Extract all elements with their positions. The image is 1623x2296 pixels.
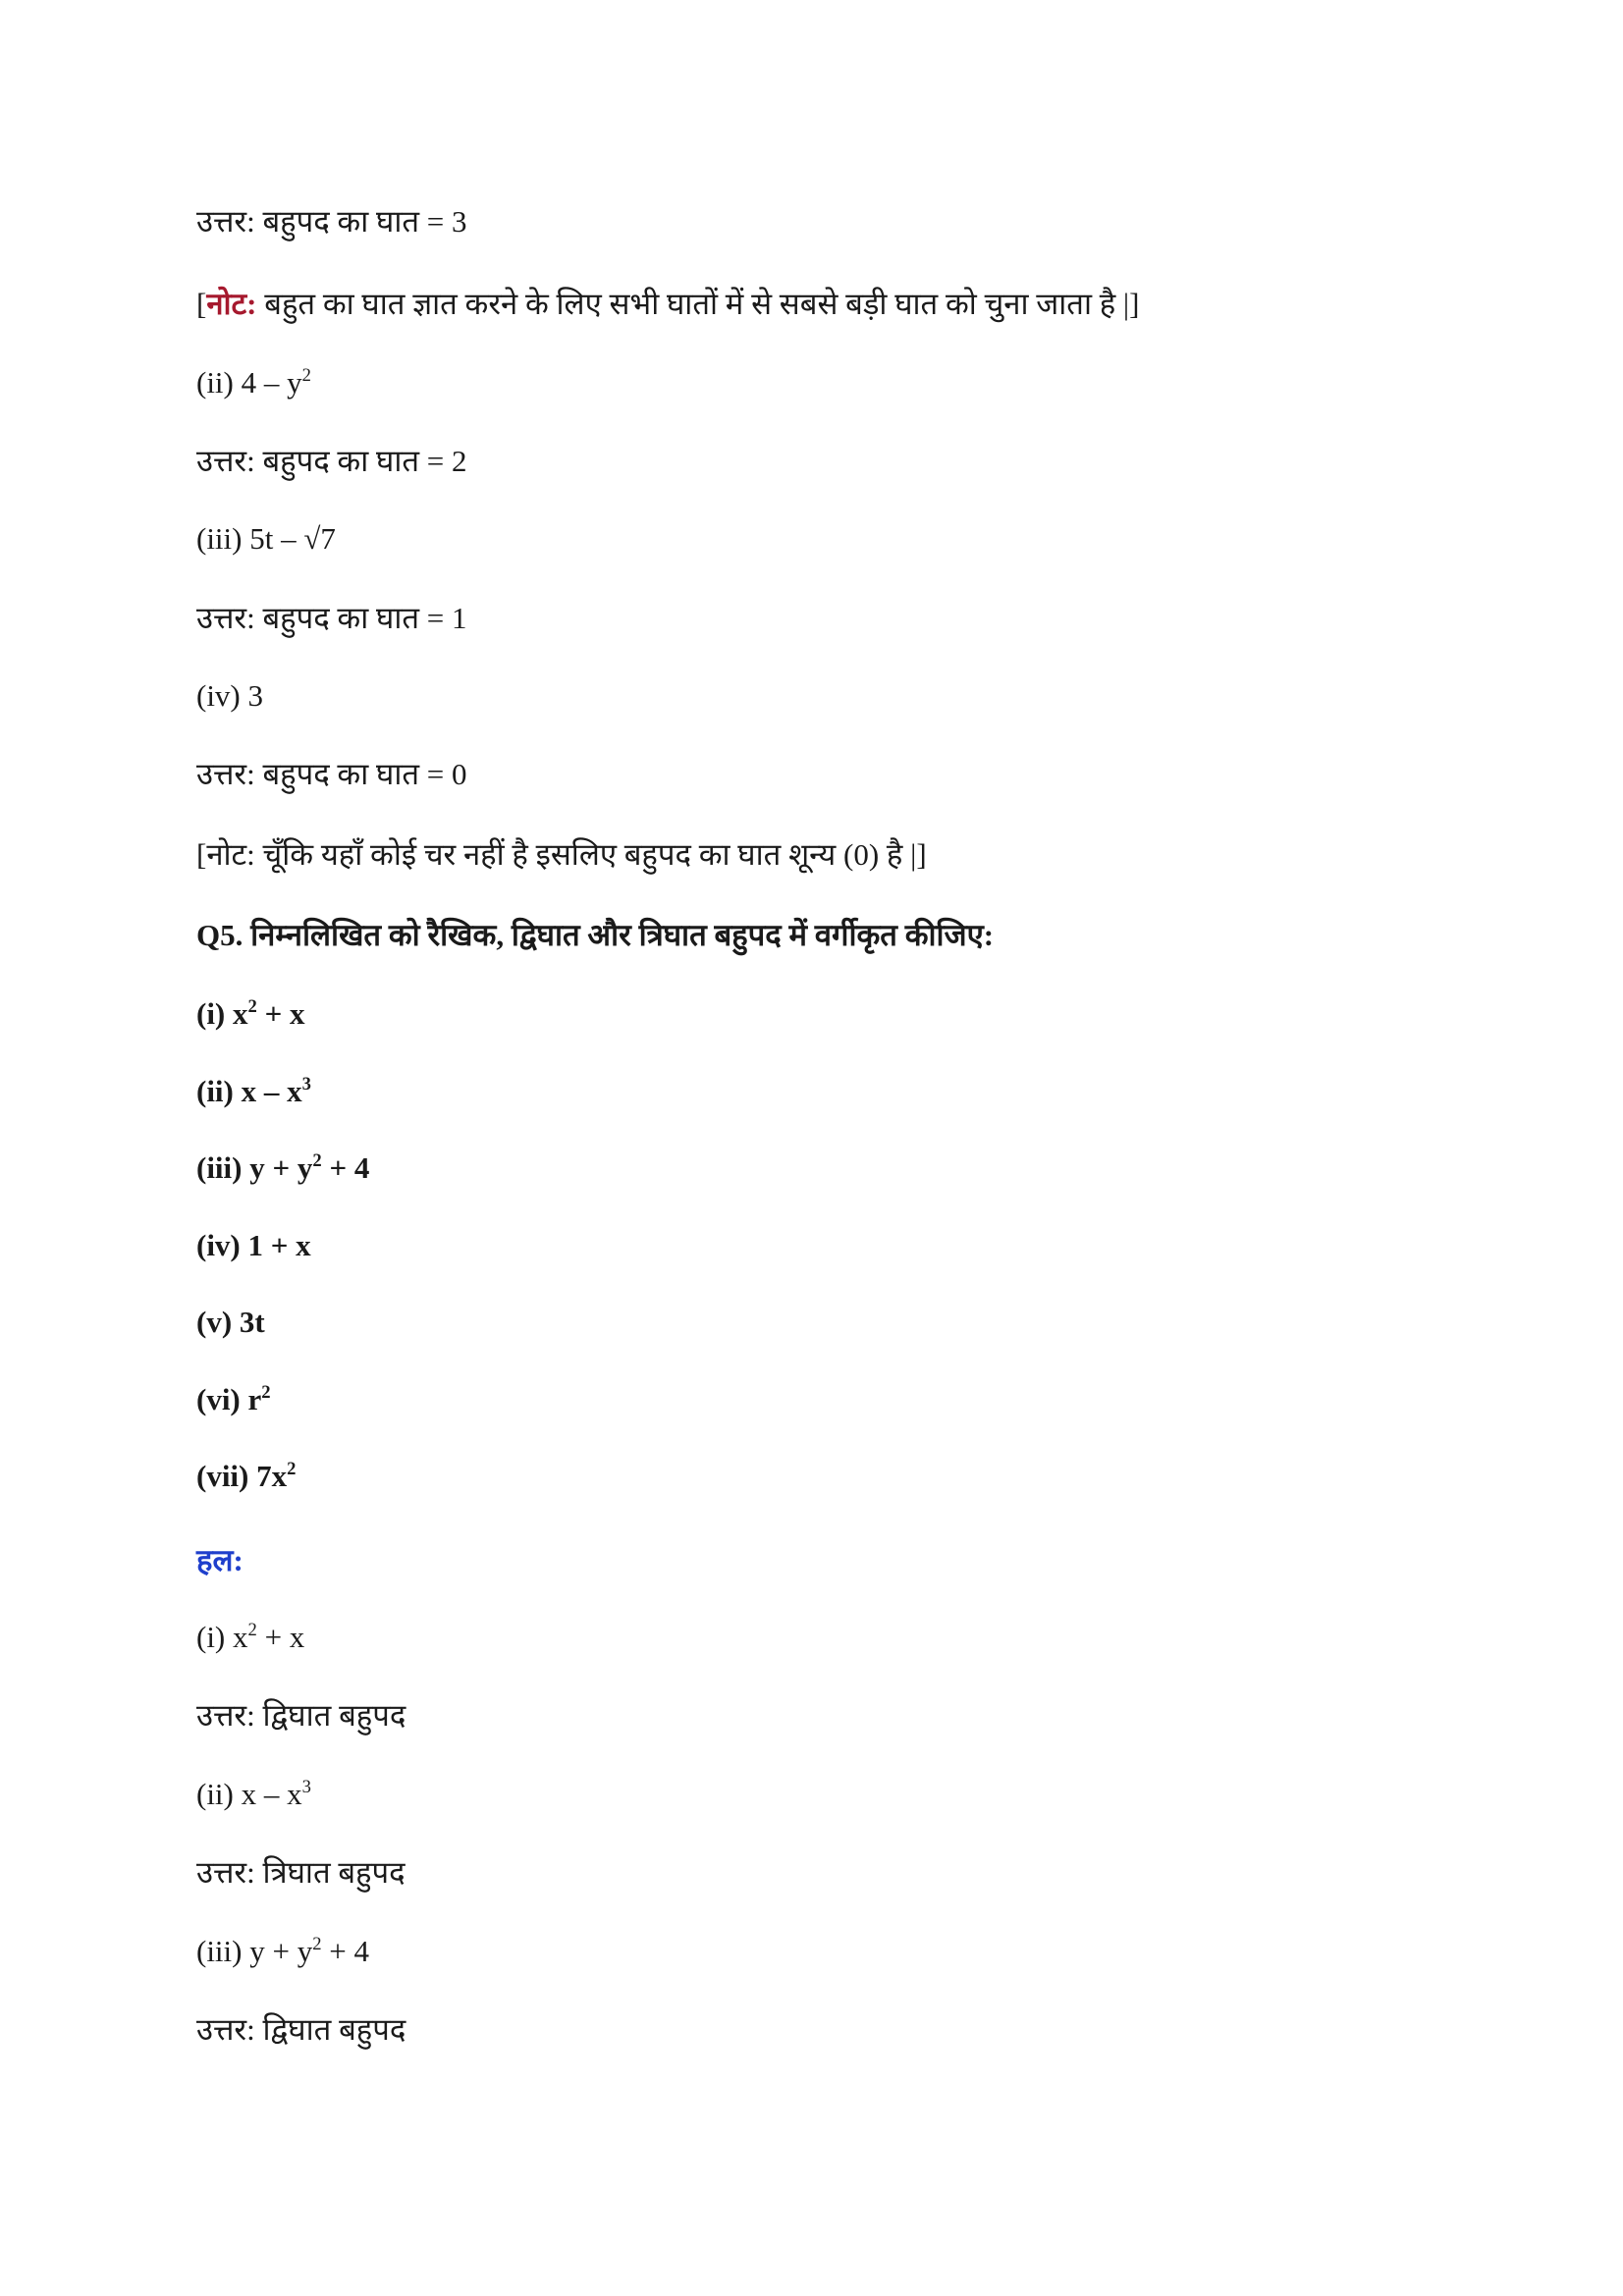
solution-row [196,2010,406,2050]
part-iv-expression: (iv) 3 [196,678,264,713]
row-text: उत्तर: त्रिघात बहुपद [196,1855,406,1890]
solution-heading: हल: [196,1543,243,1577]
part-ii-expression [196,363,311,402]
row-text-tail: + 4 [321,1934,369,1968]
question-item [196,1303,265,1342]
question-item [196,1226,311,1265]
exponent: 3 [301,1073,311,1095]
row-text: (vi) r [196,1381,262,1416]
solution-row [196,1696,406,1735]
row-text-tail: + x [256,996,305,1031]
question-item [196,1148,369,1188]
solution-row [196,1775,311,1814]
row-text: (ii) x – x [196,1073,302,1108]
row-text-tail: + 4 [321,1150,370,1185]
row-text: (i) x [196,996,248,1031]
solution-row [196,1618,304,1657]
question-title: Q5. निम्नलिखित को रैखिक, द्विघात और त्रिघात बहुपद में वर्गीकृत कीजिए: [196,918,995,952]
exponent: 2 [312,1933,322,1954]
note-line: [नोट: चूँकि यहाँ कोई चर नहीं है इसलिए बहुपद का घात शून्य (0) है |] [196,837,927,872]
exponent: 3 [301,1776,311,1797]
exponent: 2 [301,364,311,386]
note-line [196,285,1139,324]
row-text: (iii) y + y [196,1150,313,1185]
answer-line: उत्तर: बहुपद का घात = 2 [196,444,467,478]
note-text: बहुत का घात ज्ञात करने के लिए सभी घातों में से सबसे बड़ी घात को चुना जाता है |] [256,287,1140,321]
row-text: (vii) 7x [196,1459,288,1493]
answer-line: उत्तर: बहुपद का घात = 3 [196,204,467,239]
row-text: (iv) 1 + x [196,1227,311,1262]
row-text: (i) x [196,1620,248,1654]
exponent: 2 [247,995,257,1017]
solution-row [196,1932,369,1971]
question-item [196,1457,296,1496]
exponent: 2 [312,1149,322,1171]
exponent: 2 [287,1458,297,1479]
question-item [196,1380,271,1419]
row-text: उत्तर: द्विघात बहुपद [196,1698,406,1733]
question-item [196,994,304,1034]
row-text: उत्तर: द्विघात बहुपद [196,2012,406,2047]
exponent: 2 [247,1619,257,1640]
exponent: 2 [261,1381,271,1403]
part-iii-expression: (iii) 5t – √7 [196,521,336,556]
answer-line: उत्तर: बहुपद का घात = 0 [196,757,467,791]
row-text-tail: + x [256,1620,305,1654]
note-bracket: [ [196,287,207,321]
expression-text: (ii) 4 – y [196,365,302,400]
row-text: (iii) y + y [196,1934,313,1968]
row-text: (ii) x – x [196,1777,302,1811]
solution-row [196,1853,406,1893]
row-text: (v) 3t [196,1305,265,1339]
answer-line: उत्तर: बहुपद का घात = 1 [196,601,467,635]
question-item [196,1072,311,1111]
note-label: नोट: [206,287,257,321]
